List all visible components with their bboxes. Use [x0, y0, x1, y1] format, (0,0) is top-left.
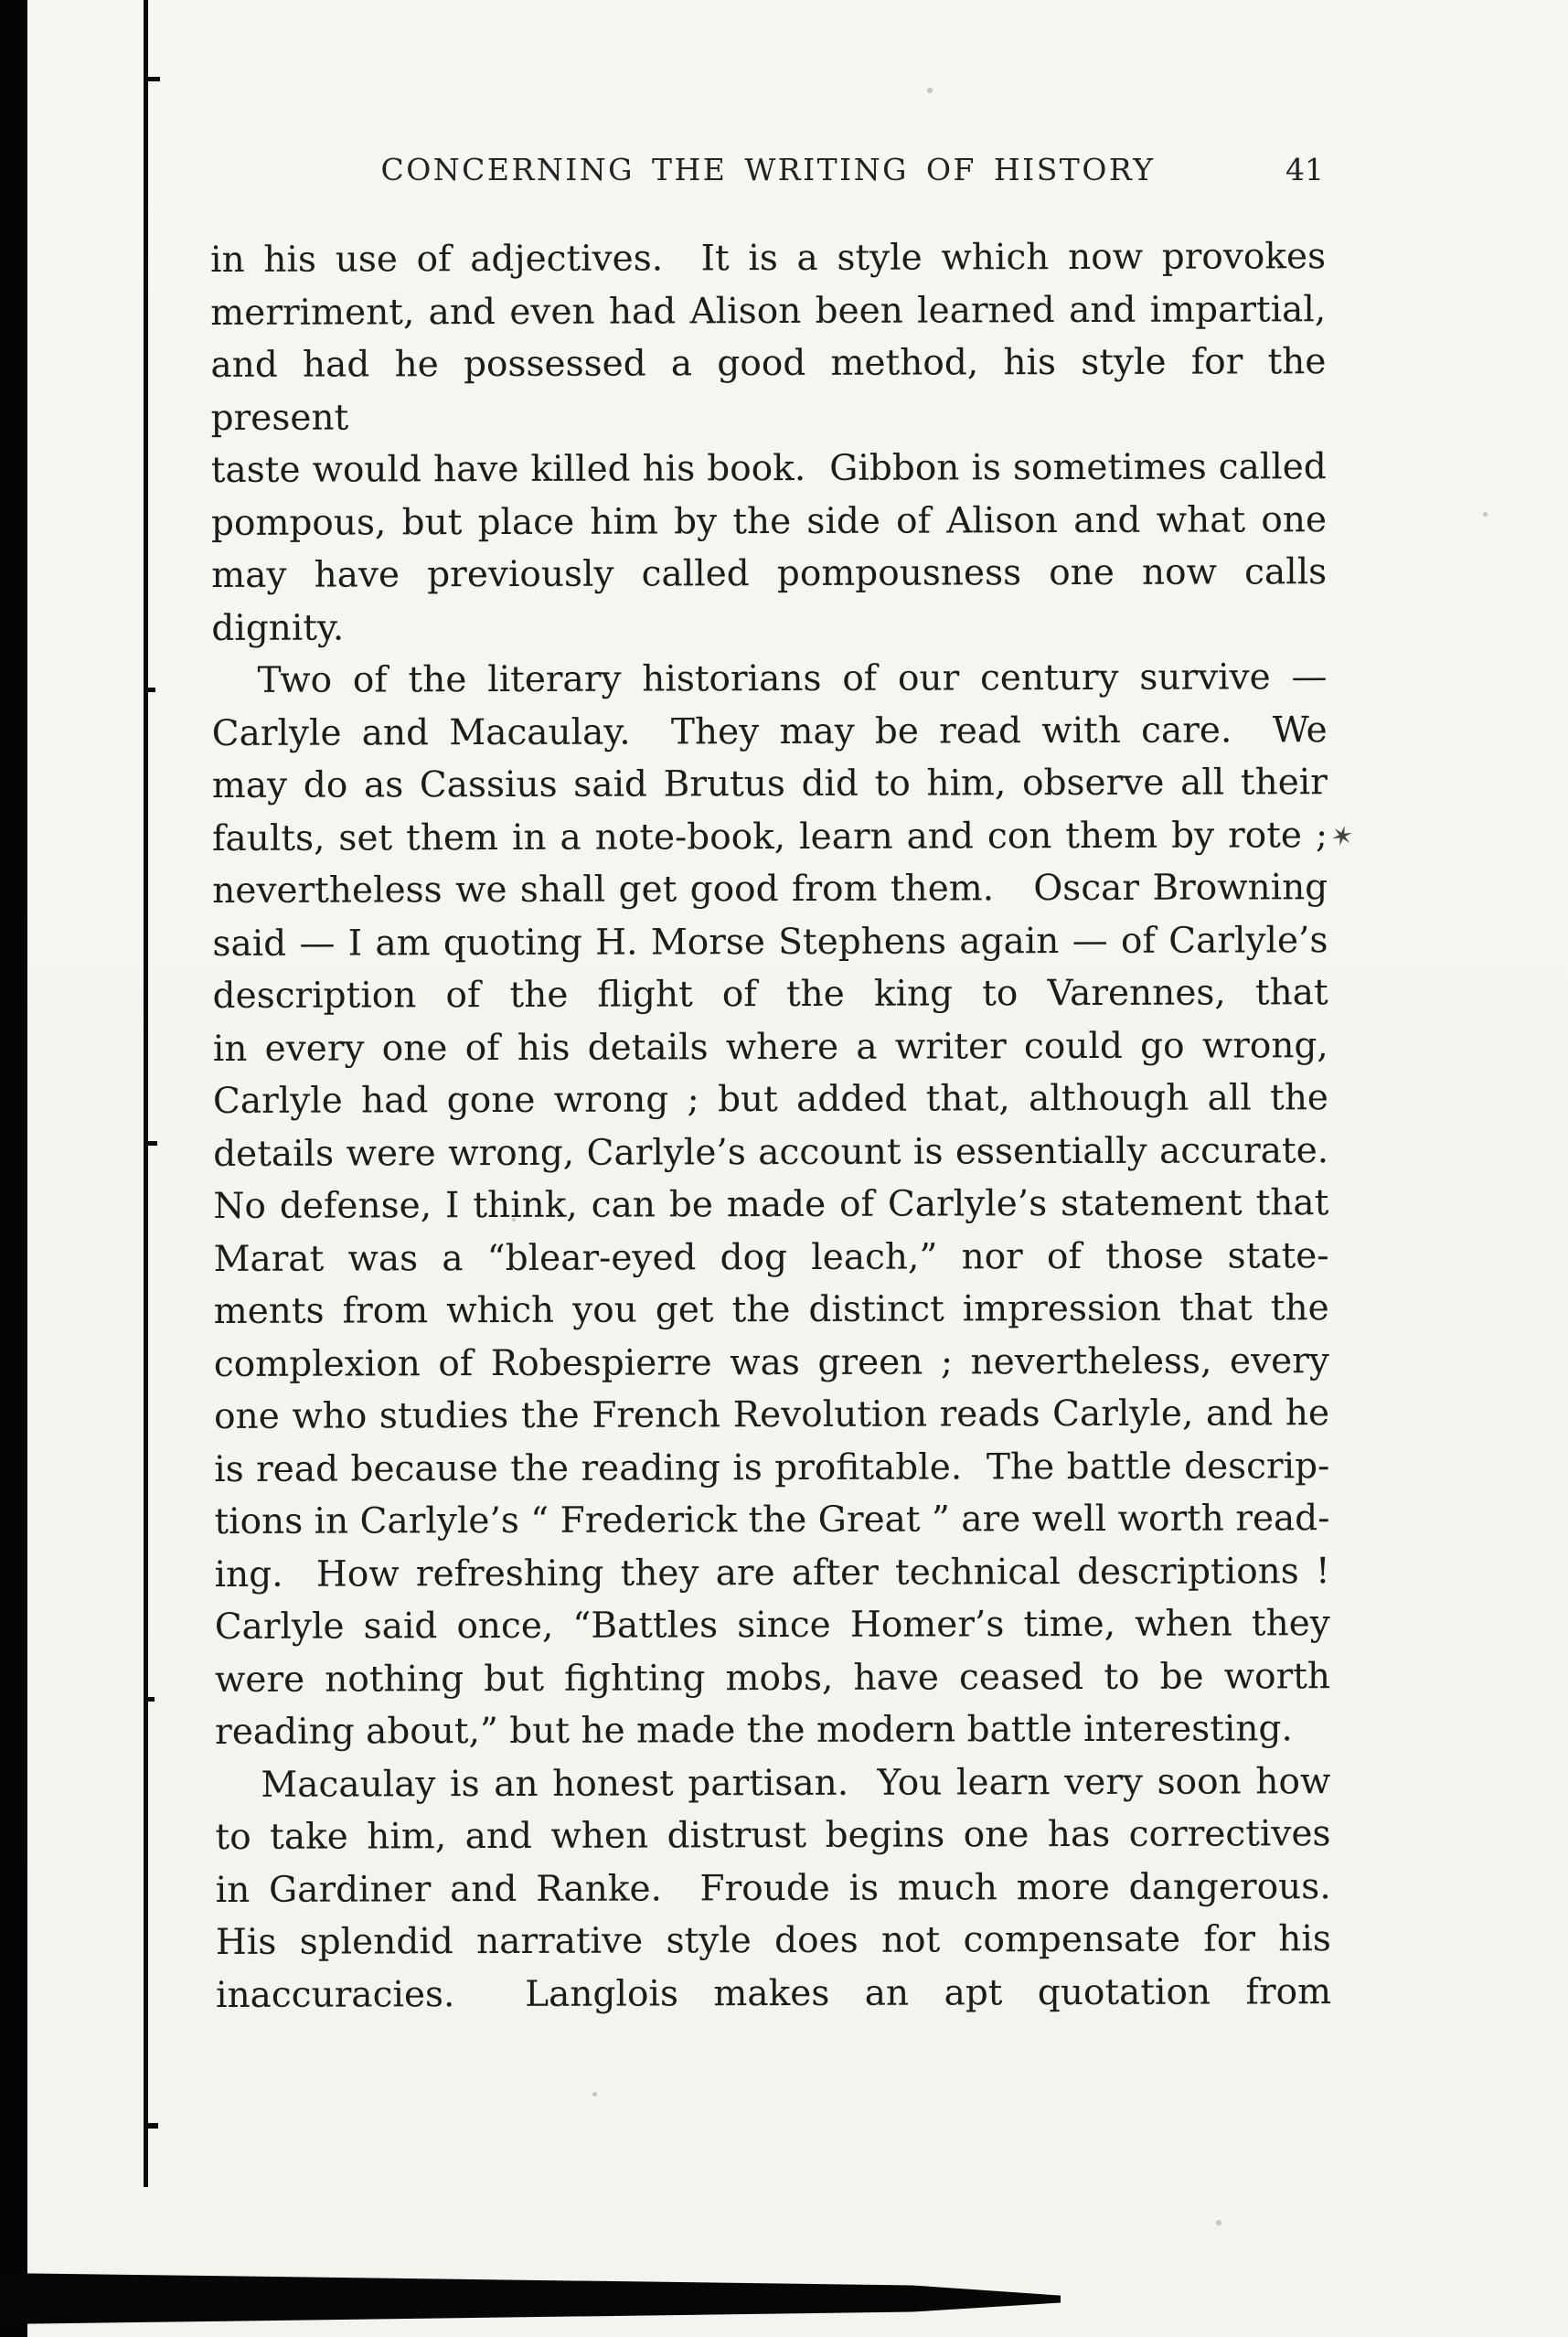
text-line: reading about,” but he made the modern battle interesting. [215, 1708, 1293, 1753]
text-line: tions in Carlyle’s “ Frederick the Great ” are well worth read- [214, 1498, 1330, 1542]
spine-tick [144, 1141, 157, 1146]
text-line: No defense, I think, can be made of Carlyle’s statement that [213, 1182, 1329, 1227]
scan-speck [1216, 2220, 1221, 2225]
text-line: complexion of Robespierre was green ; nevertheless, every [213, 1339, 1329, 1385]
text-line: may have previously called pompousness one now calls [211, 551, 1328, 596]
text-line: Carlyle and Macaulay. They may be read with care. We [211, 709, 1328, 754]
text-line: merriment, and even had Alison been learned and impartial, [210, 288, 1327, 334]
text-line: in Gardiner and Ranke. Froude is much more dangerous. [215, 1865, 1331, 1911]
text-line: one who studies the French Revolution reads Carlyle, and he [213, 1393, 1330, 1437]
text-line: taste would have killed his book. Gibbon is sometimes called [210, 446, 1327, 491]
text-line: may do as Cassius said Brutus did to him, observe all their [211, 762, 1328, 806]
text-line: said — I am quoting H. Morse Stephens again — of Carlyle’s [212, 919, 1328, 965]
text-line: in every one of his details where a writer could go wrong, [212, 1024, 1328, 1070]
text-line: inaccuracies. Langlois makes an apt quotation from [215, 1970, 1332, 2016]
spine-tick [144, 1697, 155, 1702]
paragraph [215, 1755, 1331, 2022]
text-line: description of the flight of the king to Varennes, that [212, 972, 1328, 1017]
scan-bottom-artifact [0, 2273, 1061, 2324]
scan-speck [1483, 512, 1488, 517]
text-line: to take him, and when distrust begins one has correctives [215, 1813, 1331, 1858]
text-body [210, 230, 1338, 2022]
paragraph [210, 230, 1338, 655]
scan-speck [592, 2092, 597, 2097]
text-line: in his use of adjectives. It is a style which now provokes [210, 236, 1327, 281]
spine-tick [144, 2123, 158, 2129]
running-head [210, 152, 1326, 194]
text-line: pompous, but place him by the side of Alison and what one [210, 498, 1328, 544]
text-line: Marat was a “blear-eyed dog leach,” nor of those state- [213, 1234, 1329, 1280]
text-line: Macaulay is an honest partisan. You learn very soon how [261, 1760, 1331, 1806]
text-line: faults, set them in a note-book, learn and con them by rote ; [212, 814, 1328, 859]
text-line: ments from which you get the distinct impression that the [213, 1287, 1329, 1332]
spine-line [144, 0, 148, 2187]
spine-tick [144, 688, 155, 692]
margin-annotation-mark: ✶ [1327, 818, 1358, 856]
scan-edge-bar [0, 0, 27, 2337]
page-number: 41 [1285, 152, 1324, 187]
text-line: nevertheless we shall get good from them. Oscar Browning [212, 867, 1328, 912]
text-line: were nothing but fighting mobs, have ceased to be worth [214, 1655, 1331, 1701]
text-line: is read because the reading is profitable. The battle descrip- [214, 1445, 1330, 1490]
text-line: His splendid narrative style does not compensate for his [215, 1918, 1331, 1963]
text-line: and had he possessed a good method, his style for the present [210, 341, 1338, 439]
spine-tick [144, 77, 160, 81]
text-line: dignity. [211, 607, 345, 649]
text-line: details were wrong, Carlyle’s account is essentially accurate. [213, 1129, 1329, 1175]
paragraph [211, 651, 1330, 1758]
text-line: Two of the literary historians of our century survive — [257, 656, 1328, 701]
text-line: Carlyle said once, “Battles since Homer’s time, when they [214, 1603, 1330, 1648]
page-header-title: CONCERNING THE WRITING OF HISTORY [380, 152, 1156, 187]
text-line: Carlyle had gone wrong ; but added that, although all the [212, 1077, 1329, 1122]
text-line: ing. How refreshing they are after technical descriptions ! [214, 1550, 1330, 1595]
scan-speck [927, 88, 933, 93]
